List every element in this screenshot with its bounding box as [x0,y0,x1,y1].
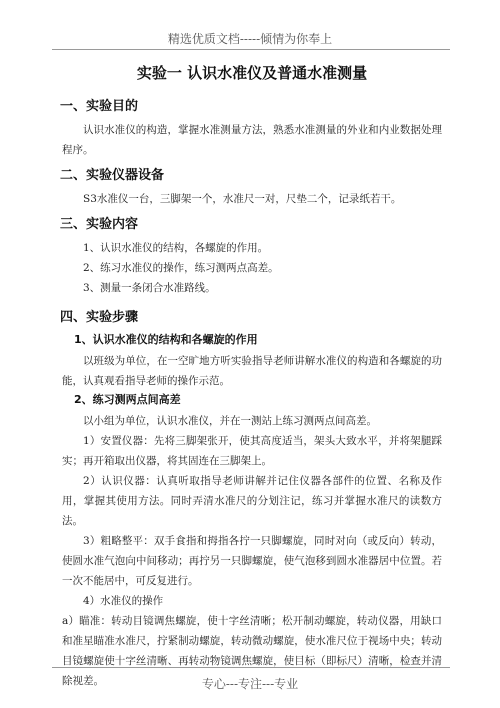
content-list-item: 3、测量一条闭合水准路线。 [83,282,216,294]
step-paragraph: a）瞄准：转动目镜调焦螺旋，使十字丝清晰；松开制动螺旋，转动仪器，用缺口和准星瞄准水准尺，拧紧制动螺旋，转动微动螺旋，使水准尺位于视场中央；转动目镜螺旋使十字丝清晰、再转动物镜调焦螺旋，使目标（即标尺）清晰，检查并清除视差。 [62,615,442,687]
page-footer: 专心---专注---专业 [201,677,299,691]
section-heading-purpose: 一、实验目的 [60,99,139,114]
section-heading-equipment: 二、实验仪器设备 [60,168,165,183]
page-header: 精选优质文档-----倾情为你奉上 [167,32,333,46]
subsection-heading-structure: 1、认识水准仪的结构和各螺旋的作用 [74,333,258,346]
section-text-purpose: 认识水准仪的构造，掌握水准测量方法，熟悉水准测量的外业和内业数据处理程序。 [62,124,442,156]
step-paragraph: 1）安置仪器：先将三脚架张开，使其高度适当，架头大致水平，并将架腿踩实；再开箱取出仪器，将其固连在三脚架上。 [62,435,442,467]
step-paragraph: 3）粗略整平：双手食指和拇指各拧一只脚螺旋，同时对向（或反向）转动，使圆水准气泡向中间移动；再拧另一只脚螺旋，使气泡移到圆水准器居中位置。若一次不能居中，可反复进行。 [62,535,442,587]
footer-divider [52,667,450,668]
content-list-item: 2、练习水准仪的操作，练习测两点高差。 [83,262,279,274]
document-title: 实验一 认识水准仪及普通水准测量 [136,64,368,82]
step-paragraph: 2）认识仪器：认真听取指导老师讲解并记住仪器各部件的位置、名称及作用，掌握其使用方法。同时弄清水准尺的分划注记，练习并掌握水准尺的读数方法。 [62,475,442,527]
step-paragraph: 4）水准仪的操作 [83,595,164,607]
section-heading-steps: 四、实验步骤 [60,310,139,325]
section-heading-content: 三、实验内容 [60,217,139,232]
step-paragraph: 以小组为单位，认识水准仪，并在一测站上练习测两点间高差。 [83,415,377,427]
section-text-equipment: S3水准仪一台，三脚架一个，水准尺一对，尺垫二个，记录纸若干。 [83,193,402,205]
document-body [62,62,442,691]
header-divider [52,49,450,50]
subsection-text-structure: 以班级为单位，在一空旷地方听实验指导老师讲解水准仪的构造和各螺旋的功能，认真观看指导老师的操作示范。 [62,355,442,387]
content-list-item: 1、认识水准仪的结构，各螺旋的作用。 [83,242,269,254]
subsection-heading-height-difference: 2、练习测两点间高差 [74,393,181,406]
